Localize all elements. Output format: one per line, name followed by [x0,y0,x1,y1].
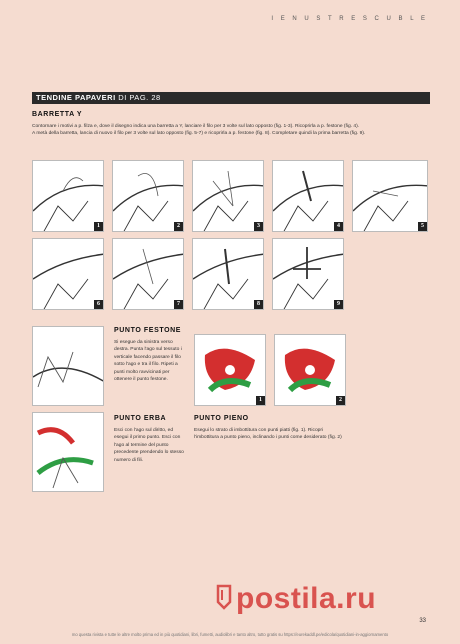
punto-festone-title: PUNTO FESTONE [114,327,182,334]
barretta-line-1: Contornare i motivi a p. filza e, dove il disegno indica una barretta a Y, lanciare il filo per 3 volte sul lato opposto (fig. 1-3). Ricoprirla a p. festone (fig. 4). [32,124,360,129]
section-title: TENDINE PAPAVERI [36,93,116,102]
figure-6 [32,238,104,310]
figure-number: 2 [336,396,345,405]
punto-pieno-figure-2 [274,334,346,406]
punto-pieno-title: PUNTO PIENO [194,415,249,422]
erba-diagram [33,413,104,492]
figure-number: 8 [254,300,263,309]
punto-erba-figure [32,412,104,492]
figure-number: 9 [334,300,343,309]
figure-number: 5 [418,222,427,231]
figure-number: 7 [174,300,183,309]
punto-festone-figure [32,326,104,406]
figure-1 [32,160,104,232]
figure-number: 3 [254,222,263,231]
figure-number: 6 [94,300,103,309]
figure-9 [272,238,344,310]
figure-number: 2 [174,222,183,231]
punto-erba-title: PUNTO ERBA [114,415,167,422]
punto-pieno-figure-1 [194,334,266,406]
footer-url[interactable]: mo questa rivista e tutte le altre molto prima ed in più quotidiani, libri, fumetti, audiolibri e tanto altro, tutto gratis su https://eurekaddl.pe/edicola/quotidiani-in-aggiornamento [71,632,389,637]
stitch-diagram-5 [353,161,428,232]
barretta-title: BARRETTA Y [32,111,83,118]
punto-festone-text: Si esegue da sinistra verso destra. Punta l'ago sul tessuto i verticale facendo passare il filo sotto l'ago e tra il filo. Ripeti a punti molto ravvicinati per ottenere il punto festone. [114,340,182,383]
barretta-text [32,123,432,138]
section-title-bar [32,92,430,104]
postila-logo-icon [214,584,234,610]
figure-4 [272,160,344,232]
figure-number: 4 [334,222,343,231]
figure-7 [112,238,184,310]
barretta-line-2: A metà della barretta, lancia di nuovo il filo per 3 volte sul lato opposto (fig. 5-7) e ricoprirla a p. festone (fig. 8). Completare quindi la prima barretta (fig. 9). [32,131,366,137]
figure-number: 1 [94,222,103,231]
figure-number: 1 [256,396,265,405]
festone-diagram [33,327,104,406]
figure-5 [352,160,428,232]
section-subtitle: DI PAG. 28 [118,93,161,102]
punto-pieno-text: Esegui lo strato di imbottitura con punti piatti (fig. 1). Ricopri l'imbottitura a punto pieno, inclinando i punti come desiderato (fig. 2) [194,428,342,441]
figure-2 [112,160,184,232]
punto-erba-text: Esci con l'ago sul diritto, ed esegui il primo punto. Esci con l'ago al termine del punto precedente prendendo lo stesso numero di fili. [114,428,184,463]
figure-8 [192,238,264,310]
magazine-brand: I E N U S T R E S C U B L E [271,16,428,22]
page-number: 33 [419,618,426,624]
watermark-text: postila.ru [236,582,377,615]
figure-3 [192,160,264,232]
